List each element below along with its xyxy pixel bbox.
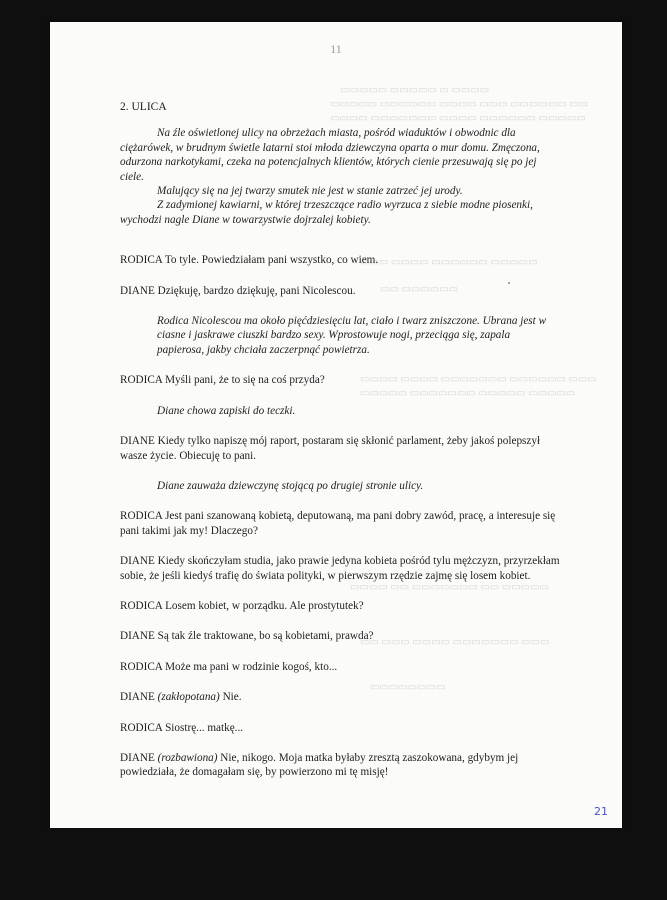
speaker-name: RODICA [120, 721, 163, 734]
dialogue-line [120, 721, 560, 735]
dialogue-line [120, 253, 560, 267]
parenthetical: (zakłopotana) [157, 691, 220, 704]
speaker-name: RODICA [120, 510, 163, 523]
line-text: Jest pani szanowaną kobietą, deputowaną, ma pani dobry zawód, pracę, a interesuje się pani takimi jak my! Dlaczego? [120, 510, 556, 537]
bleed-through: ▭▭▭▭▭ ▭▭▭▭▭▭▭ ▭▭▭▭▭ ▭▭▭▭▭ [360, 388, 576, 399]
speaker-name: DIANE [120, 751, 155, 764]
dialogue-line [120, 284, 560, 298]
speaker-name: DIANE [120, 284, 155, 297]
speaker-name: DIANE [120, 630, 155, 643]
bleed-through: ▭▭▭▭▭ ▭▭▭▭▭ ▭ ▭▭▭▭ [340, 85, 490, 96]
speaker-name: RODICA [120, 254, 163, 267]
dialogue-line [120, 434, 560, 463]
line-text: Losem kobiet, w porządku. Ale prostytutek? [162, 599, 364, 612]
dialogue-line [120, 554, 560, 583]
stage-direction: Diane zauważa dziewczynę stojącą po drugiej stronie ulicy. [157, 479, 424, 492]
line-text: To tyle. Powiedziałam pani wszystko, co wiem. [162, 254, 379, 267]
stage-direction: Malujący się na jej twarzy smutek nie jest w stanie zatrzeć jej urody. [157, 185, 463, 198]
dialogue-line [120, 751, 560, 780]
parenthetical: (rozbawiona) [157, 751, 218, 764]
stage-direction: Z zadymionej kawiarni, w której trzeszczące radio wyrzuca z siebie modne piosenki, wychodzi nagle Diane w towarzystwie dojrzalej kobiety. [120, 199, 533, 226]
dialogue-line [120, 599, 560, 613]
line-text: Myśli pani, że to się na coś przyda? [162, 374, 325, 387]
speaker-name: RODICA [120, 599, 163, 612]
speaker-name: DIANE [120, 435, 155, 448]
bleed-through: ▭▭▭▭ ▭▭ ▭▭▭▭▭▭▭ ▭▭ ▭▭▭▭▭ [350, 582, 549, 593]
speaker-name: RODICA [120, 660, 163, 673]
script-body [120, 100, 560, 780]
speaker-name: DIANE [120, 691, 155, 704]
line-text: Kiedy skończyłam studia, jako prawie jedyna kobieta pośród tylu mężczyzn, przyrzekłam sobie, że jeśli kiedyś trafię do świata polityki, w pierwszym rzędzie zajmę się losem kobiet. [120, 555, 560, 582]
line-text: Nie, nikogo. Moja matka byłaby zresztą zaszokowana, gdybym jej powiedziała, że domagałam się, by powierzono mi tę misję! [120, 751, 519, 779]
line-text: Może ma pani w rodzinie kogoś, kto... [162, 660, 338, 673]
dialogue-line [120, 629, 560, 643]
document-page [50, 22, 622, 828]
dialogue-line [120, 509, 560, 538]
bleed-through: ▭▭ ▭▭▭ ▭▭▭▭ ▭▭▭▭▭▭▭ ▭▭▭ [360, 637, 550, 648]
line-text: Siostrę... matkę... [162, 721, 244, 734]
scene-heading: 2. ULICA [120, 101, 167, 113]
page-number: 11 [330, 42, 342, 56]
dialogue-line [120, 660, 560, 674]
dialogue-line [120, 690, 560, 704]
line-text: Kiedy tylko napiszę mój raport, postaram się skłonić parlament, żeby jakoś polepszył wasze życie. Obiecuję to pani. [120, 435, 541, 462]
dialogue-line [120, 373, 560, 387]
bleed-through: ▭▭▭ ▭▭▭▭ ▭▭▭▭▭▭ ▭▭▭▭▭ [360, 257, 538, 268]
speaker-name: RODICA [120, 374, 163, 387]
bleed-through: ▭▭▭▭▭▭▭▭ [370, 682, 446, 693]
line-text: Są tak źle traktowane, bo są kobietami, prawda? [154, 630, 374, 643]
stage-direction: Rodica Nicolescou ma około pięćdziesięciu lat, ciało i twarz zniszczone. Ubrana jest w ciasne i jaskrawe ciuszki bardzo sexy. Wprostowuje nogi, przeciąga się, zapala papierosa, jakby chciała zaczerpnąć powietrza. [157, 315, 547, 356]
bleed-through: ▭▭▭▭ ▭▭▭▭▭▭▭ ▭▭▭▭ ▭▭▭▭▭▭ ▭▭▭▭▭ [330, 113, 586, 124]
speaker-name: DIANE [120, 555, 155, 568]
bleed-through: ▭▭ ▭▭▭▭▭▭ [380, 284, 459, 295]
bleed-through: ▭▭▭▭ ▭▭▭▭ ▭▭▭▭▭▭▭ ▭▭▭▭▭▭ ▭▭▭ [360, 374, 597, 385]
handwritten-page-number: 21 [594, 805, 608, 818]
stage-direction: Na źle oświetlonej ulicy na obrzeżach miasta, pośród wiaduktów i obwodnic dla ciężarówek, w brudnym świetle latarni stoi młoda dziewczyna oparta o mur domu. Zmęczona, odurzona narkotykami, czeka na potencjalnych klientów, których cienie przesuwają się po jej ciele. [120, 127, 540, 183]
stage-direction: Diane chowa zapiski do teczki. [157, 404, 296, 417]
line-text: Dziękuję, bardzo dziękuję, pani Nicolescou. [154, 284, 356, 297]
bleed-through: ▭▭▭▭▭ ▭▭▭▭▭▭ ▭▭▭▭ ▭▭▭ ▭▭▭▭▭▭ ▭▭ [330, 99, 589, 110]
line-text: Nie. [219, 691, 242, 704]
